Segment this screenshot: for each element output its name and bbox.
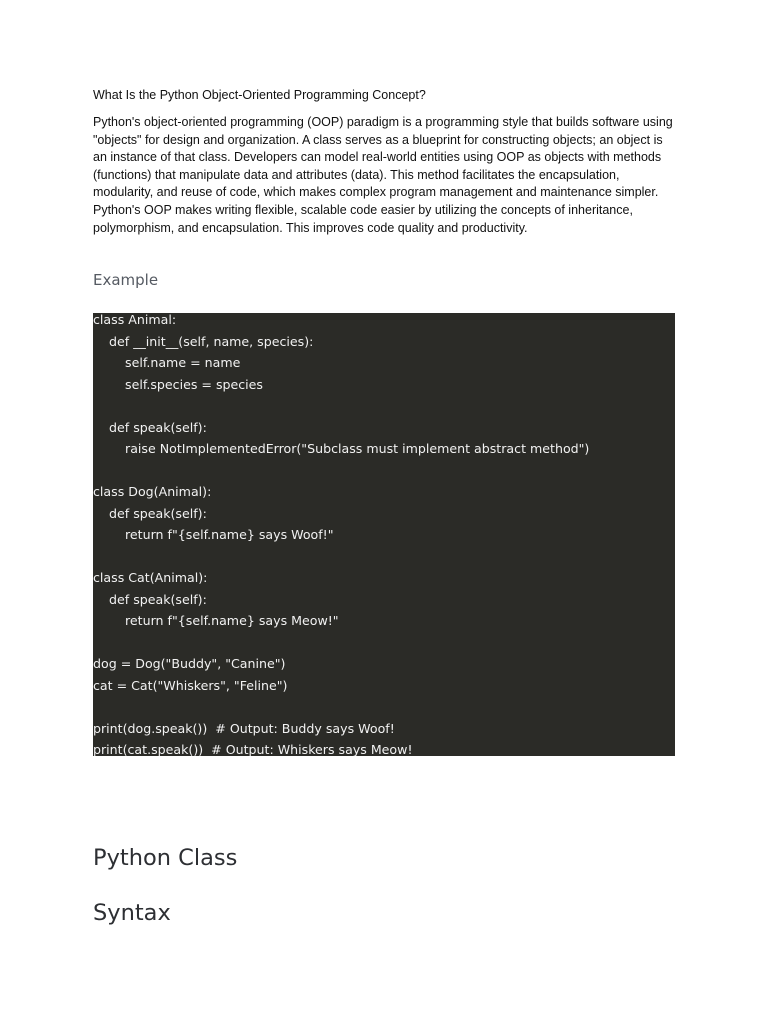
intro-paragraph: Python's object-oriented programming (OOP) paradigm is a programming style that builds software using "objects" for design and organization. A class serves as a blueprint for constructing objects; an object is an instance of that class. Developers can model real-world entities using OOP as objects with methods (functions) that manipulate data and attributes (data). This method facilitates the encapsulation, modularity, and reuse of code, which makes complex program management and maintenance simpler. Python's OOP makes writing flexible, scalable code easier by utilizing the concepts of inheritance, polymorphism, and encapsulation. This improves code quality and productivity. bbox=[93, 115, 673, 235]
code-line bbox=[93, 550, 675, 572]
question-heading: What Is the Python Object-Oriented Programming Concept? bbox=[93, 88, 426, 102]
code-line: raise NotImplementedError("Subclass must implement abstract method") bbox=[93, 441, 590, 456]
code-line: def speak(self): bbox=[93, 591, 207, 607]
python-class-heading: Python Class bbox=[93, 845, 238, 871]
code-block bbox=[93, 313, 675, 756]
code-line: class Dog(Animal): bbox=[93, 484, 212, 499]
syntax-heading: Syntax bbox=[93, 900, 171, 926]
example-heading: Example bbox=[93, 271, 159, 289]
code-line: cat = Cat("Whiskers", "Feline") bbox=[93, 677, 288, 693]
code-line: print(cat.speak()) # Output: Whiskers says Meow! bbox=[93, 742, 413, 756]
code-line: class Animal: bbox=[93, 313, 177, 327]
code-line bbox=[93, 636, 675, 658]
code-line: class Cat(Animal): bbox=[93, 570, 208, 585]
code-line: self.species = species bbox=[93, 376, 263, 392]
code-line bbox=[93, 464, 675, 486]
code-line: return f"{self.name} says Meow!" bbox=[93, 613, 339, 628]
code-line: return f"{self.name} says Woof!" bbox=[93, 527, 334, 542]
code-line: self.name = name bbox=[93, 355, 241, 370]
code-line bbox=[93, 399, 675, 421]
code-line: def __init__(self, name, species): bbox=[93, 333, 314, 349]
code-line: def speak(self): bbox=[93, 419, 207, 435]
code-line: dog = Dog("Buddy", "Canine") bbox=[93, 656, 286, 671]
code-line bbox=[93, 700, 675, 722]
code-line: print(dog.speak()) # Output: Buddy says Woof! bbox=[93, 720, 395, 736]
code-line: def speak(self): bbox=[93, 505, 207, 521]
